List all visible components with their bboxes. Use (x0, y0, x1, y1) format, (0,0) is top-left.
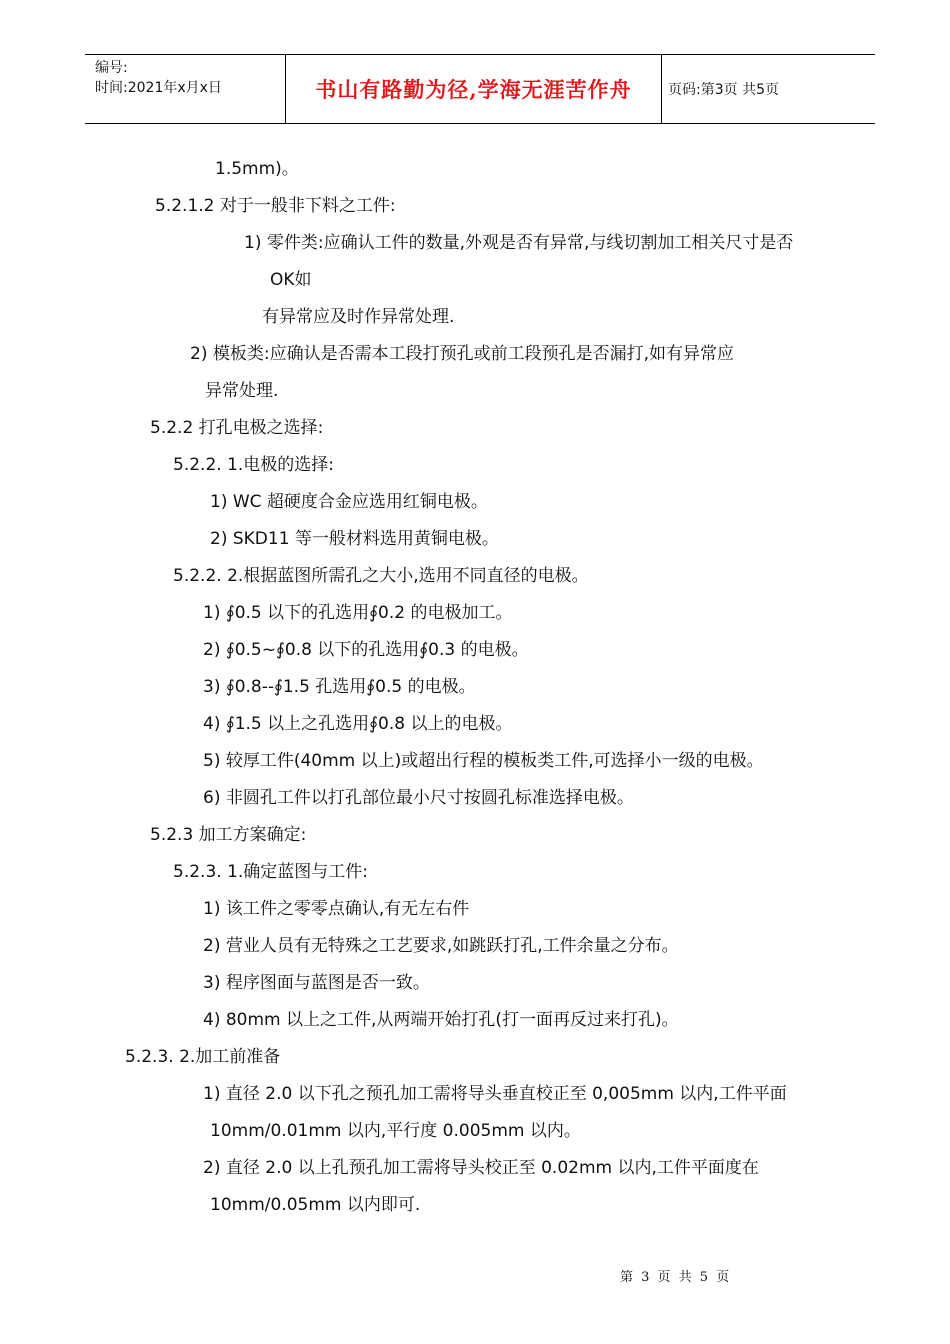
page-footer: 第 3 页 共 5 页 (620, 1270, 732, 1285)
header-info (95, 58, 222, 98)
list-item: 6) 非圆孔工件以打孔部位最小尺寸按圆孔标准选择电极。 (203, 788, 634, 808)
list-item: 2) SKD11 等一般材料选用黄铜电极。 (210, 529, 499, 549)
body-line: 有异常应及时作异常处理. (262, 307, 455, 327)
body-line: 10mm/0.05mm 以内即可. (210, 1195, 421, 1215)
subsection-heading: 5.2.3. 1.确定蓝图与工件: (173, 862, 369, 882)
list-item: 1) ∮0.5 以下的孔选用∮0.2 的电极加工。 (203, 603, 513, 623)
list-item: 2) 直径 2.0 以上孔预孔加工需将导头校正至 0.02mm 以内,工件平面度在 (203, 1158, 759, 1178)
list-item: 3) 程序图面与蓝图是否一致。 (203, 973, 430, 993)
list-item: 1) 该工件之零零点确认,有无左右件 (203, 899, 470, 919)
page-label: 页码:第3页 共5页 (668, 82, 779, 98)
list-item: 2) 模板类:应确认是否需本工段打预孔或前工段预孔是否漏打,如有异常应 (190, 344, 734, 364)
number-label: 编号: (95, 60, 128, 76)
subsection-heading: 5.2.2. 1.电极的选择: (173, 455, 335, 475)
body-line: 10mm/0.01mm 以内,平行度 0.005mm 以内。 (210, 1121, 581, 1141)
list-item: 4) ∮1.5 以上之孔选用∮0.8 以上的电极。 (203, 714, 513, 734)
section-heading: 5.2.3 加工方案确定: (150, 825, 307, 845)
list-item: 1) 零件类:应确认工件的数量,外观是否有异常,与线切割加工相关尺寸是否 (244, 233, 794, 253)
list-item: 4) 80mm 以上之工件,从两端开始打孔(打一面再反过来打孔)。 (203, 1010, 679, 1030)
section-heading: 5.2.2 打孔电极之选择: (150, 418, 324, 438)
list-item: 3) ∮0.8--∮1.5 孔选用∮0.5 的电极。 (203, 677, 476, 697)
list-item: 1) WC 超硬度合金应选用红铜电极。 (210, 492, 488, 512)
body-line: 1.5mm)。 (215, 159, 299, 179)
subsection-heading: 5.2.2. 2.根据蓝图所需孔之大小,选用不同直径的电极。 (173, 566, 589, 586)
motto: 书山有路勤为径,学海无涯苦作舟 (285, 55, 662, 123)
page-header (85, 54, 875, 124)
list-item: 2) ∮0.5~∮0.8 以下的孔选用∮0.3 的电极。 (203, 640, 529, 660)
body-line: OK如 (270, 270, 312, 290)
body-line: 异常处理. (205, 381, 279, 401)
list-item: 5) 较厚工件(40mm 以上)或超出行程的模板类工件,可选择小一级的电极。 (203, 751, 764, 771)
time-label: 时间:2021年x月x日 (95, 80, 222, 96)
subsection-heading: 5.2.3. 2.加工前准备 (125, 1047, 281, 1067)
list-item: 2) 营业人员有无特殊之工艺要求,如跳跃打孔,工件余量之分布。 (203, 936, 679, 956)
section-heading: 5.2.1.2 对于一般非下料之工件: (155, 196, 396, 216)
list-item: 1) 直径 2.0 以下孔之预孔加工需将导头垂直校正至 0,005mm 以内,工件平面 (203, 1084, 787, 1104)
